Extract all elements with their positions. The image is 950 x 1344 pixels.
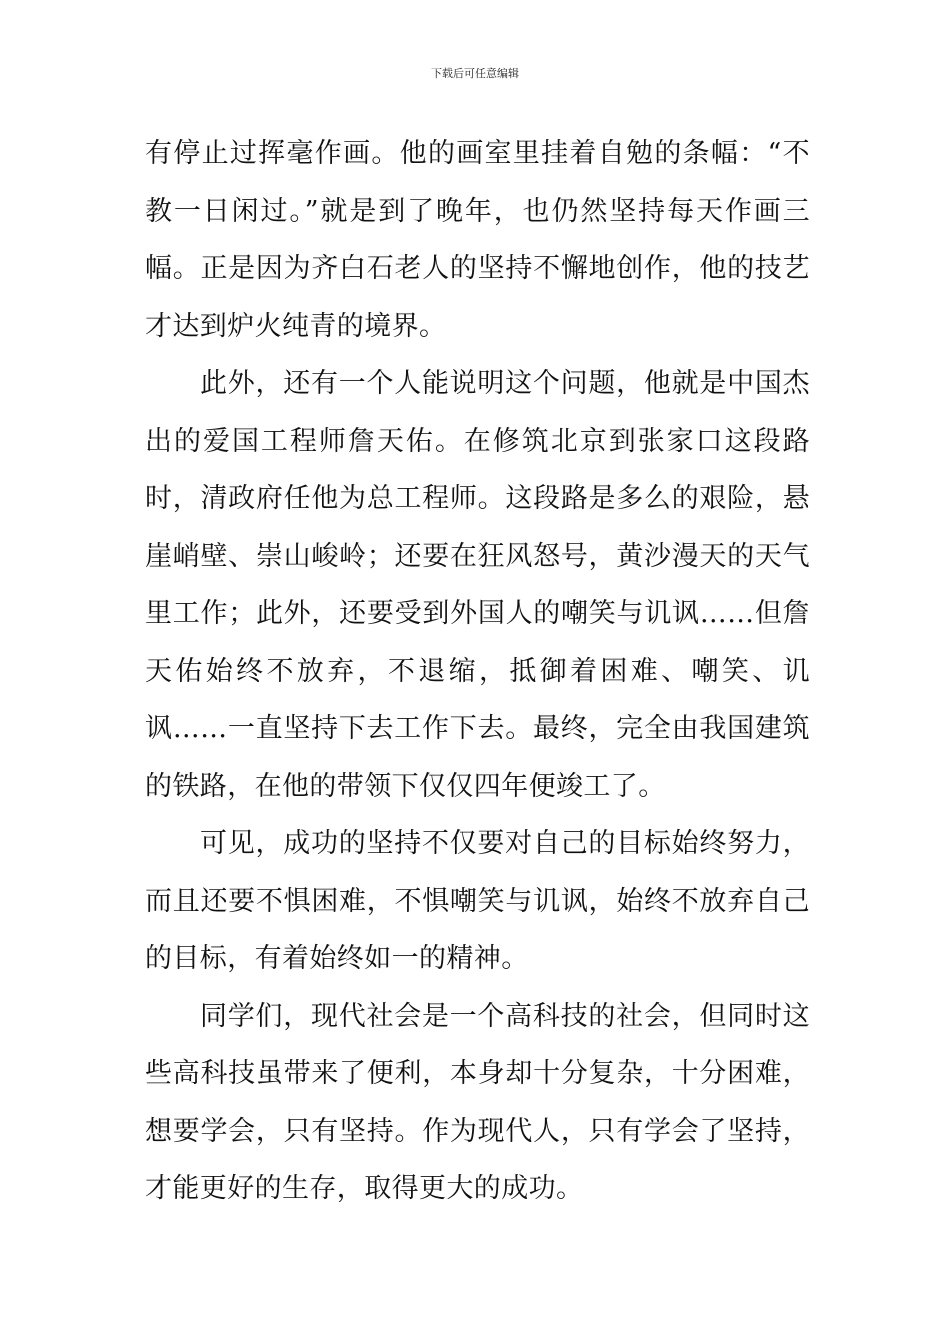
paragraph-closing: 同学们，现代社会是一个高科技的社会，但同时这些高科技虽带来了便利，本身却十分复杂，十分困难，想要学会，只有坚持。作为现代人，只有学会了坚持，才能更好的生存，取得更大的成功。 — [145, 1000, 810, 1204]
paragraph-continuation: 有停止过挥毫作画。他的画室里挂着自勉的条幅：“不教一日闲过。”就是到了晚年，也仍然坚持每天作画三幅。正是因为齐白石老人的坚持不懈地创作，他的技艺才达到炉火纯青的境界。 — [145, 138, 810, 342]
document-body — [145, 125, 810, 1218]
paragraph-zhan-tianyou: 此外，还有一个人能说明这个问题，他就是中国杰出的爱国工程师詹天佑。在修筑北京到张家口这段路时，清政府任他为总工程师。这段路是多么的艰险，悬崖峭壁、崇山峻岭；还要在狂风怒号，黄沙漫天的天气里工作；此外，还要受到外国人的嘲笑与讥讽……但詹天佑始终不放弃，不退缩，抵御着困难、嘲笑、讥讽……一直坚持下去工作下去。最终，完全由我国建筑的铁路，在他的带领下仅仅四年便竣工了。 — [145, 368, 810, 802]
paragraph-conclusion: 可见，成功的坚持不仅要对自己的目标始终努力，而且还要不惧困难，不惧嘲笑与讥讽，始终不放弃自己的目标，有着始终如一的精神。 — [145, 828, 810, 974]
page-header: 下载后可任意编辑 — [431, 67, 519, 80]
